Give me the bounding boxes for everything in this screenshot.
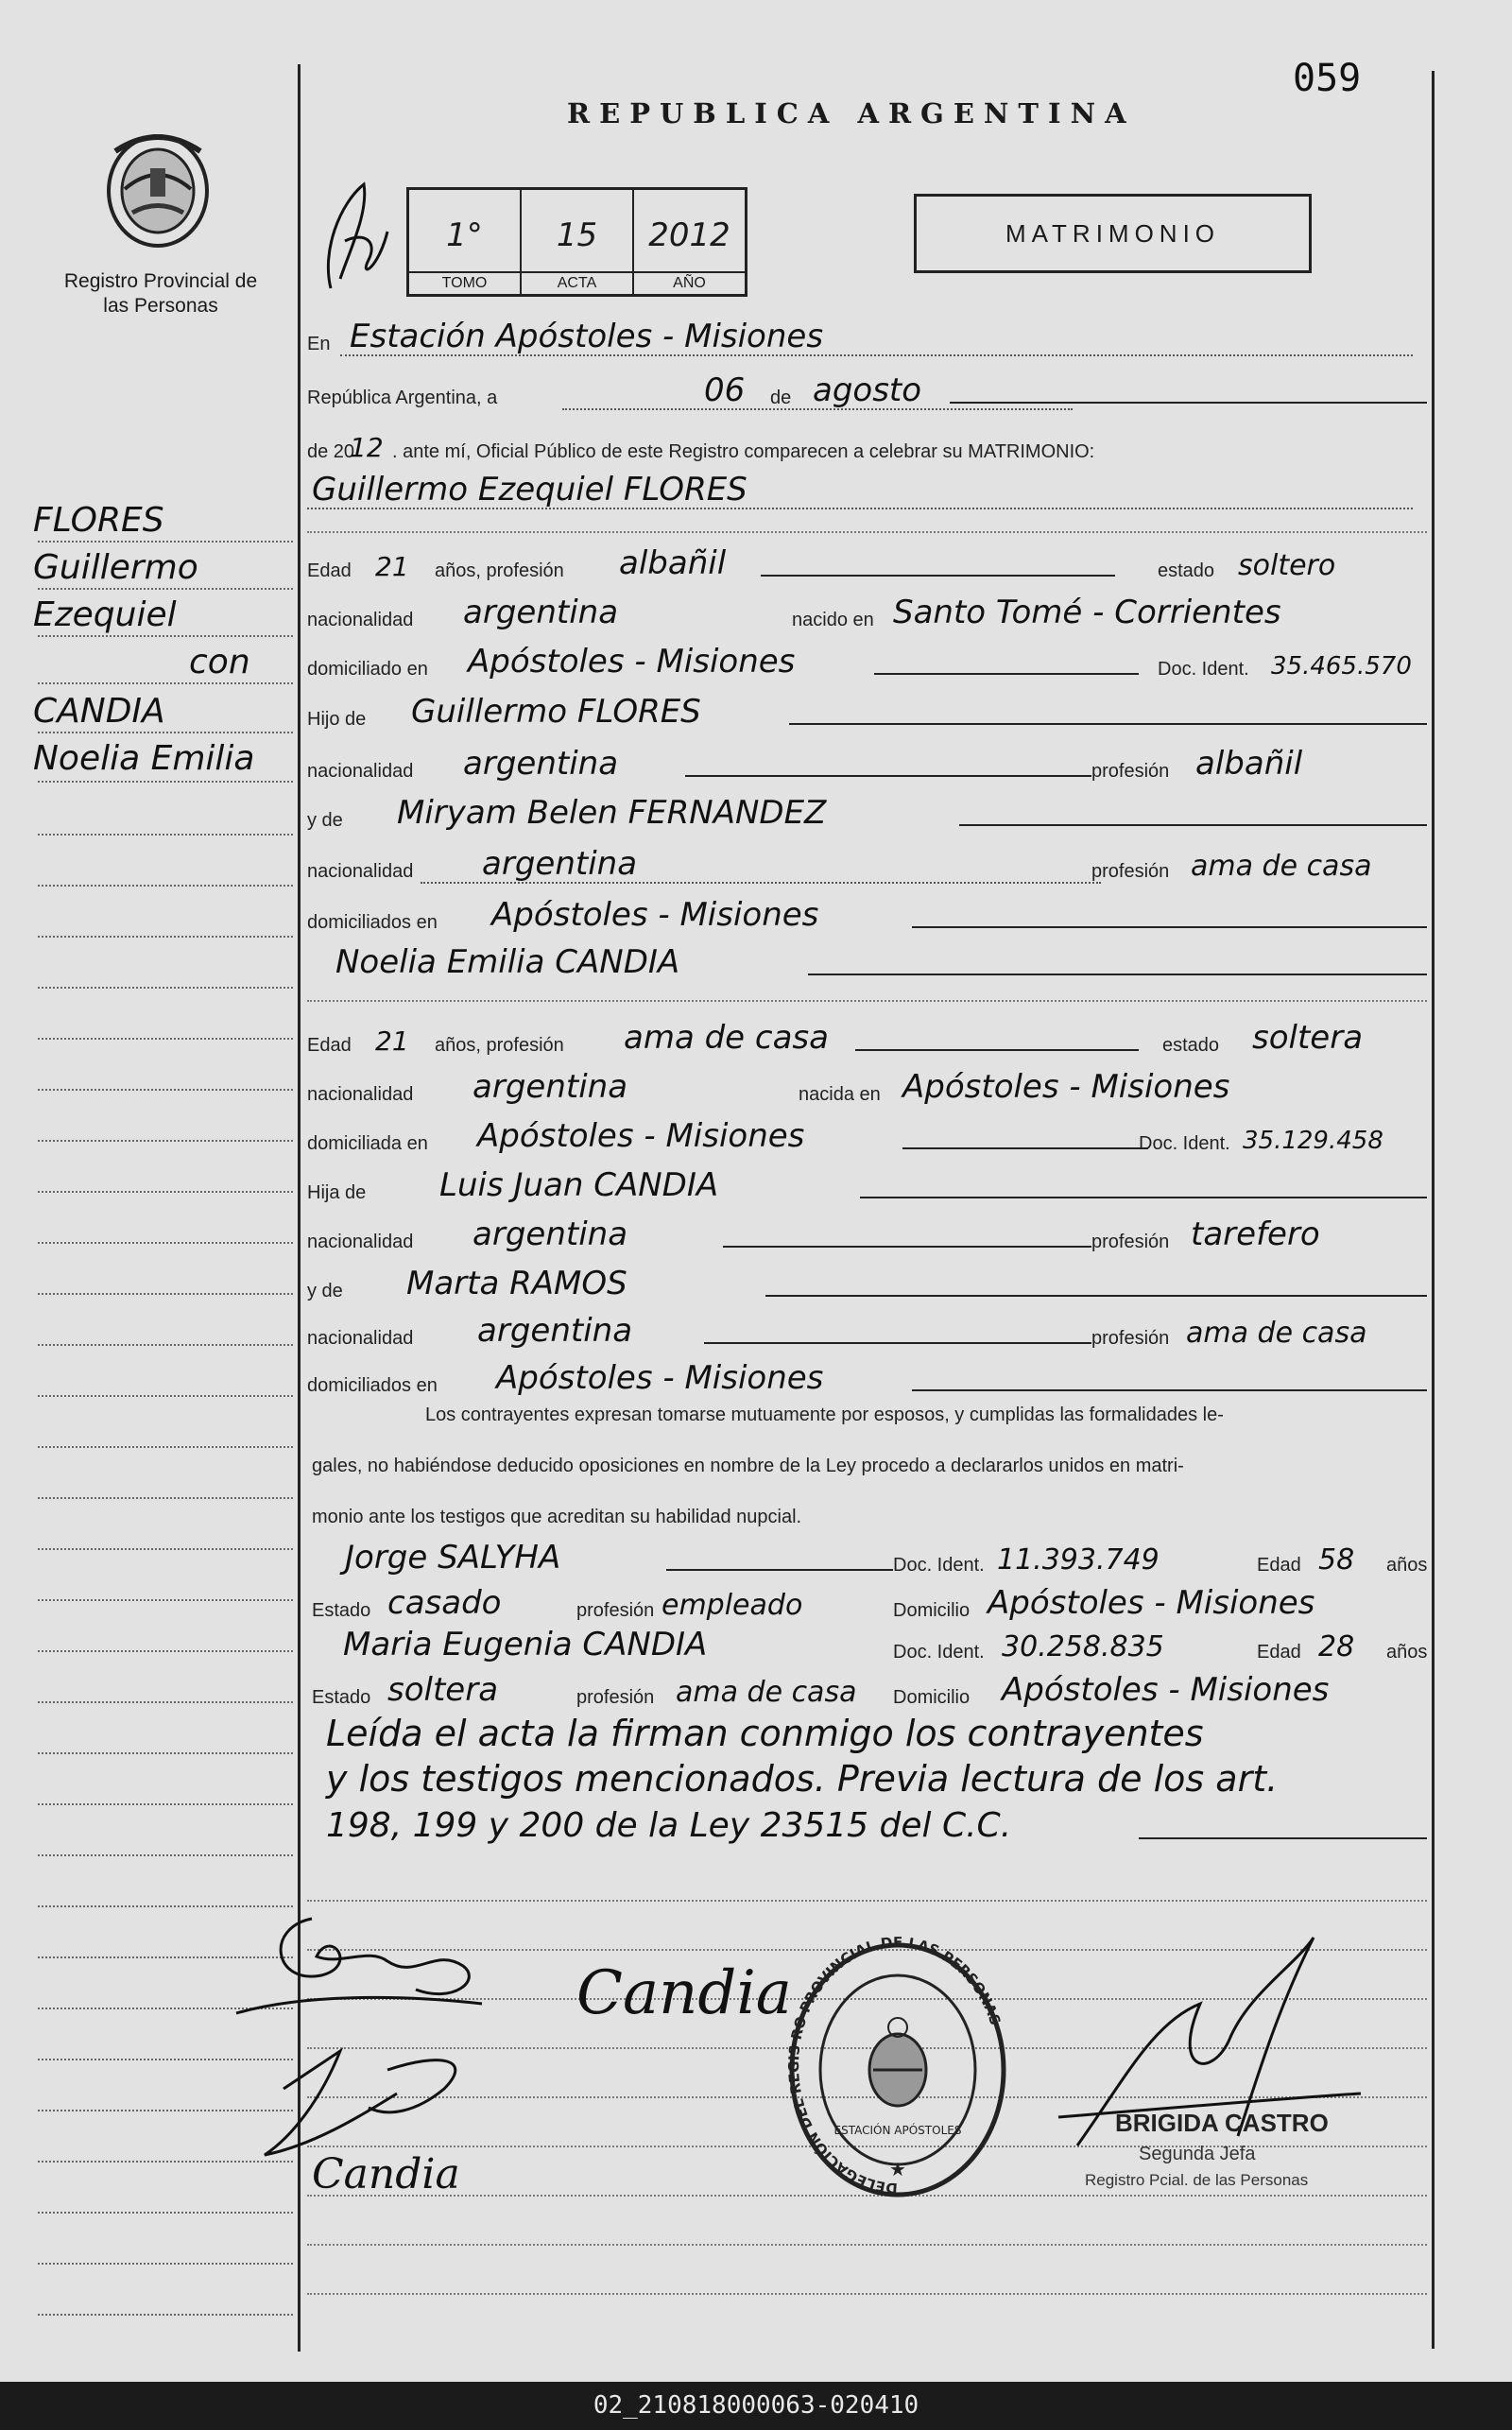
place-line — [307, 319, 1427, 361]
closing-text-1: Leída el acta la firman conmigo los contrayentes — [326, 1713, 1204, 1754]
margin-line — [38, 1395, 293, 1397]
margin-line — [38, 987, 293, 989]
bride-father: Luis Juan CANDIA — [439, 1166, 719, 1204]
groom-father: Guillermo FLORES — [411, 693, 701, 731]
nacionalidad-label: nacionalidad — [307, 761, 414, 782]
fill-rule — [808, 974, 1427, 975]
doc-ident-label: Doc. Ident. — [1139, 1133, 1230, 1154]
closing-text-2: y los testigos mencionados. Previa lectura de los art. — [326, 1758, 1279, 1800]
closing-line-1 — [307, 1713, 1427, 1760]
nacionalidad-label: nacionalidad — [307, 1084, 414, 1105]
candia-signature-text: Candia — [576, 1958, 792, 2028]
declaration-line-3: monio ante los testigos que acreditan su habilidad nupcial. — [312, 1507, 802, 1527]
witness2-name-line — [307, 1628, 1427, 1669]
registry-stamp — [784, 1928, 1011, 2212]
fill-rule — [855, 1049, 1139, 1051]
page-title: REPUBLICA ARGENTINA — [567, 97, 1136, 129]
nacida-en-label: nacida en — [799, 1084, 881, 1105]
rule — [307, 2244, 1427, 2246]
fill-rule — [860, 1197, 1427, 1198]
profesion-label: profesión — [1091, 1232, 1170, 1252]
bride-father-line — [307, 1168, 1427, 1210]
fill-rule — [761, 575, 1115, 577]
groom-nationality: argentina — [463, 594, 619, 631]
bride-mother-line — [307, 1267, 1427, 1308]
estado-label: Estado — [312, 1600, 371, 1621]
fill-rule — [765, 1295, 1427, 1297]
bride-nationality: argentina — [472, 1068, 628, 1106]
bride-signature — [576, 1958, 792, 2028]
candia-signature-text-2: Candia — [312, 2150, 460, 2198]
margin-line — [38, 682, 293, 684]
margin-con: con — [189, 643, 250, 681]
declaration-line-1: Los contrayentes expresan tomarse mutuamente por esposos, y cumplidas las formalidades le- — [425, 1405, 1224, 1425]
margin-line — [38, 1089, 293, 1091]
bride-age-line — [307, 1021, 1427, 1062]
doc-ident-label: Doc. Ident. — [893, 1642, 985, 1663]
day-value: 06 — [704, 371, 746, 409]
bride-nationality-line — [307, 1070, 1427, 1112]
stamp-ring-path: DELEGACIÓN DEL REGIS RO PROVINCIAL DE LAS PERSONAS — [784, 1933, 1005, 2197]
margin-line — [38, 1191, 293, 1193]
margin-line — [38, 588, 293, 590]
groom-mother-details-line — [307, 847, 1427, 888]
profesion-label: profesión — [576, 1600, 655, 1621]
bride-father-profession: tarefero — [1191, 1215, 1320, 1253]
tomo-value: 1° — [446, 216, 483, 254]
acta-cell — [522, 190, 634, 294]
place-value: Estación Apóstoles - Misiones — [350, 318, 824, 355]
groom-father-profession: albañil — [1195, 745, 1303, 783]
bride-mother-nationality: argentina — [477, 1312, 633, 1350]
margin-line — [38, 1446, 293, 1448]
witness2-details-line — [307, 1673, 1427, 1715]
tomo-cell — [409, 190, 522, 294]
doc-ident-label: Doc. Ident. — [1158, 659, 1249, 680]
groom-mother: Miryam Belen FERNANDEZ — [397, 794, 827, 832]
profesion-label: profesión — [576, 1687, 655, 1708]
hijo-de-label: Hijo de — [307, 709, 367, 730]
fill-rule — [950, 402, 1427, 404]
margin-surname-groom: FLORES — [33, 501, 164, 540]
anio-label: AÑO — [634, 271, 745, 294]
margin-line — [38, 834, 293, 836]
groom-mother-line — [307, 796, 1427, 837]
groom-parents-domicile: Apóstoles - Misiones — [491, 896, 819, 934]
bride-mother: Marta RAMOS — [406, 1265, 627, 1302]
nacionalidad-label: nacionalidad — [307, 1328, 414, 1349]
stamp-center-text: ESTACIÓN APÓSTOLES — [833, 2124, 962, 2137]
edad-label: Edad — [307, 1035, 352, 1056]
domiciliados-en-label: domiciliados en — [307, 912, 438, 933]
margin-line — [38, 936, 293, 938]
margin-line — [38, 1701, 293, 1703]
anios-profesion-label: años, profesión — [435, 560, 564, 581]
bride-status: soltera — [1252, 1019, 1364, 1057]
witness2-domicile: Apóstoles - Misiones — [1002, 1671, 1330, 1709]
year-prefix: de 20 — [307, 441, 355, 462]
margin-line — [38, 1752, 293, 1754]
groom-father-details-line — [307, 747, 1427, 788]
scan-footer-id: 02_210818000063-020410 — [0, 2382, 1512, 2430]
year-suffix: 12 — [350, 432, 384, 463]
fill-rule — [685, 775, 1091, 777]
margin-line — [38, 1293, 293, 1295]
anios-label: años — [1386, 1555, 1428, 1576]
y-de-label: y de — [307, 1281, 343, 1301]
nacionalidad-label: nacionalidad — [307, 861, 414, 882]
bride-mother-details-line — [307, 1314, 1427, 1355]
fill-rule — [666, 1569, 893, 1571]
margin-line — [38, 781, 293, 783]
groom-signature — [236, 1919, 482, 2013]
groom-doc: 35.465.570 — [1271, 652, 1412, 681]
profesion-label: profesión — [1091, 861, 1170, 882]
bride-name: Noelia Emilia CANDIA — [335, 943, 680, 981]
tomo-label: TOMO — [409, 271, 520, 294]
profesion-label: profesión — [1091, 761, 1170, 782]
witness1-age: 58 — [1318, 1543, 1355, 1577]
witness2-doc: 30.258.835 — [1002, 1630, 1164, 1663]
fill-dots — [421, 882, 1101, 884]
acta-value: 15 — [556, 216, 598, 254]
margin-line — [38, 1650, 293, 1652]
fill-rule — [1139, 1837, 1427, 1839]
bride-parents-domicile: Apóstoles - Misiones — [496, 1359, 824, 1397]
nacionalidad-label: nacionalidad — [307, 610, 414, 630]
domicilio-label: Domicilio — [893, 1600, 971, 1621]
groom-age: 21 — [375, 551, 409, 582]
acta-label: ACTA — [522, 271, 632, 294]
bride-father-details-line — [307, 1217, 1427, 1259]
groom-parents-domicile-line — [307, 898, 1427, 939]
witness2-signature — [312, 2150, 460, 2198]
margin-line — [38, 1548, 293, 1550]
anio-value: 2012 — [648, 216, 730, 254]
margin-surname-bride: CANDIA — [33, 692, 165, 731]
fill-dots — [307, 508, 1413, 509]
margin-line — [38, 541, 293, 543]
margin-line — [38, 1242, 293, 1244]
de-label: de — [770, 388, 792, 408]
closing-line-3 — [307, 1806, 1427, 1851]
margin-line — [38, 1140, 293, 1142]
rule — [307, 531, 1427, 533]
margin-second-name-groom: Ezequiel — [33, 595, 177, 634]
initials-signature — [312, 175, 397, 298]
margin-line — [38, 1497, 293, 1499]
nacionalidad-label: nacionalidad — [307, 1232, 414, 1252]
witness1-doc: 11.393.749 — [997, 1543, 1160, 1577]
witness2-status: soltera — [387, 1671, 499, 1709]
margin-line — [38, 2314, 293, 2316]
margin-line — [38, 1803, 293, 1805]
fill-rule — [959, 824, 1427, 826]
margin-name-bride: Noelia Emilia — [33, 739, 255, 778]
bride-domicile: Apóstoles - Misiones — [477, 1117, 805, 1155]
official-office: Registro Pcial. de las Personas — [1085, 2171, 1309, 2189]
groom-mother-nationality: argentina — [482, 845, 638, 883]
profesion-label: profesión — [1091, 1328, 1170, 1349]
fill-rule — [912, 926, 1427, 928]
groom-name-line — [307, 473, 1427, 514]
fill-rule — [874, 673, 1139, 675]
margin-line — [38, 1854, 293, 1856]
domiciliados-en-label: domiciliados en — [307, 1375, 438, 1396]
statement-line — [307, 427, 1427, 469]
groom-mother-profession: ama de casa — [1191, 850, 1372, 883]
bride-domicile-line — [307, 1119, 1427, 1161]
y-de-label: y de — [307, 810, 343, 831]
margin-line — [38, 732, 293, 733]
groom-age-line — [307, 546, 1427, 588]
witness-signature — [265, 2051, 455, 2155]
witness1-domicile: Apóstoles - Misiones — [988, 1584, 1315, 1622]
margin-line — [38, 885, 293, 887]
fill-rule — [902, 1147, 1148, 1149]
estado-label: estado — [1162, 1035, 1220, 1056]
witness2-name: Maria Eugenia CANDIA — [343, 1626, 708, 1663]
margin-line — [38, 1599, 293, 1601]
margin-line — [38, 2263, 293, 2265]
closing-line-2 — [307, 1758, 1427, 1805]
bride-birthplace: Apóstoles - Misiones — [902, 1068, 1230, 1106]
doc-ident-label: Doc. Ident. — [893, 1555, 985, 1576]
margin-line — [38, 1038, 293, 1040]
witness2-profession: ama de casa — [676, 1676, 857, 1709]
groom-father-nationality: argentina — [463, 745, 619, 783]
month-value: agosto — [813, 371, 922, 409]
official-role: Segunda Jefa — [1139, 2144, 1256, 2164]
estado-label: Estado — [312, 1687, 371, 1708]
misiones-emblem-icon — [96, 123, 219, 255]
domiciliado-en-label: domiciliado en — [307, 659, 428, 680]
bride-name-line — [307, 945, 1427, 987]
groom-status: soltero — [1238, 549, 1336, 582]
groom-profession: albañil — [619, 544, 727, 582]
witness2-age: 28 — [1318, 1630, 1355, 1663]
domiciliada-en-label: domiciliada en — [307, 1133, 428, 1154]
margin-line — [38, 635, 293, 637]
date-line — [307, 373, 1427, 415]
groom-father-line — [307, 695, 1427, 736]
groom-nationality-line — [307, 595, 1427, 637]
bride-father-nationality: argentina — [472, 1215, 628, 1253]
republic-label: República Argentina, a — [307, 388, 498, 408]
groom-domicile-line — [307, 645, 1427, 686]
en-label: En — [307, 334, 331, 354]
fill-dots — [340, 354, 1413, 356]
star-icon: ★ — [889, 2158, 906, 2180]
bride-profession: ama de casa — [624, 1019, 829, 1057]
fill-rule — [704, 1342, 1091, 1344]
groom-birthplace: Santo Tomé - Corrientes — [893, 594, 1281, 631]
margin-line — [38, 1344, 293, 1346]
bride-doc: 35.129.458 — [1243, 1127, 1383, 1155]
official-name: BRIGIDA CASTRO — [1115, 2109, 1329, 2137]
registry-name: Registro Provincial de las Personas — [63, 270, 258, 317]
witness1-name-line — [307, 1541, 1427, 1582]
record-type-box: MATRIMONIO — [914, 194, 1312, 273]
edad-label: Edad — [307, 560, 352, 581]
fill-rule — [789, 723, 1427, 725]
edad-label: Edad — [1257, 1555, 1301, 1576]
witness1-status: casado — [387, 1584, 502, 1622]
closing-text-3: 198, 199 y 200 de la Ley 23515 del C.C. — [326, 1806, 1012, 1845]
groom-domicile: Apóstoles - Misiones — [468, 643, 796, 681]
nacido-en-label: nacido en — [792, 610, 874, 630]
witness1-name: Jorge SALYHA — [345, 1539, 561, 1577]
witness1-details-line — [307, 1586, 1427, 1628]
national-shield-icon — [869, 2018, 926, 2106]
fill-rule — [723, 1246, 1091, 1248]
anios-label: años — [1386, 1642, 1428, 1663]
groom-name: Guillermo Ezequiel FLORES — [312, 471, 747, 508]
witness1-profession: empleado — [662, 1589, 803, 1622]
bride-age: 21 — [375, 1025, 409, 1057]
domicilio-label: Domicilio — [893, 1687, 971, 1708]
page-number: 059 — [1293, 57, 1362, 100]
rule — [307, 1000, 1427, 1002]
anios-profesion-label: años, profesión — [435, 1035, 564, 1056]
bride-mother-profession: ama de casa — [1186, 1317, 1367, 1350]
hija-de-label: Hija de — [307, 1182, 367, 1203]
record-reference-table — [406, 187, 747, 297]
declaration-line-2: gales, no habiéndose deducido oposiciones en nombre de la Ley procedo a declararlos unidos en matri- — [312, 1456, 1184, 1476]
estado-label: estado — [1158, 560, 1215, 581]
rule — [307, 2293, 1427, 2295]
margin-first-name-groom: Guillermo — [33, 548, 198, 587]
anio-cell — [634, 190, 745, 294]
statement-text: . ante mí, Oficial Público de este Registro comparecen a celebrar su MATRIMONIO: — [392, 441, 1095, 462]
edad-label: Edad — [1257, 1642, 1301, 1663]
